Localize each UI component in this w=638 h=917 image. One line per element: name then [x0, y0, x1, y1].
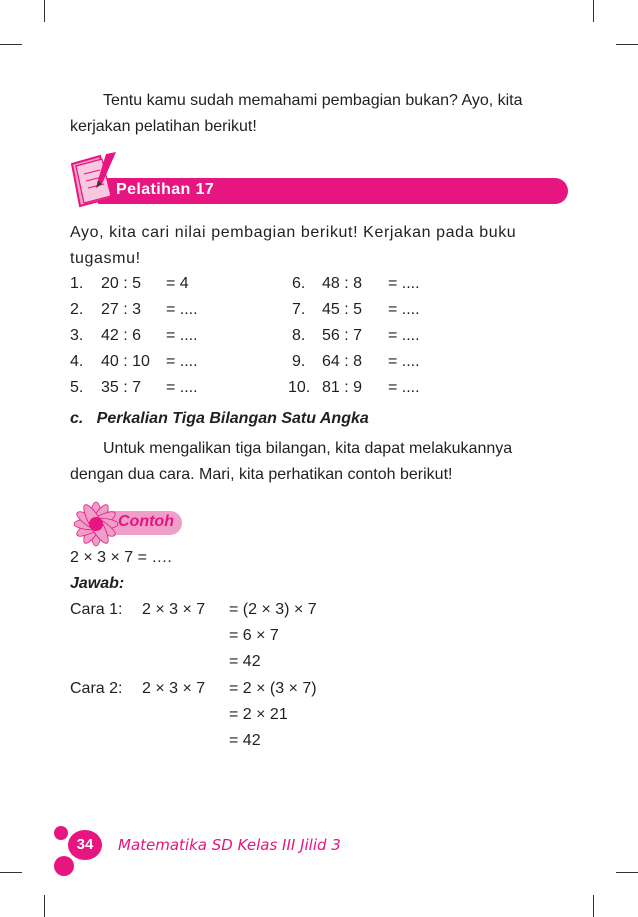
item-number: 2. [70, 301, 84, 318]
exercise-title: Pelatihan 17 [116, 181, 215, 198]
item-number: 3. [70, 327, 84, 344]
exercise-row [0, 376, 638, 400]
item-answer: = .... [166, 327, 198, 344]
item-expression: 40 : 10 [101, 353, 150, 370]
cara1-label: Cara 1: [70, 601, 123, 618]
item-answer: = .... [388, 379, 420, 396]
item-expression: 35 : 7 [101, 379, 142, 396]
crop-mark-br-v [593, 895, 594, 917]
item-expression: 20 : 5 [101, 275, 142, 292]
cara2-step: = 2 × (3 × 7) [229, 680, 317, 697]
page-number: 34 [76, 836, 94, 853]
section-line-1: Untuk mengalikan tiga bilangan, kita dapat melakukannya [103, 440, 513, 457]
item-answer: = .... [388, 301, 420, 318]
instruction-line-2: tugasmu! [70, 250, 141, 267]
book-pencil-icon [66, 150, 122, 212]
cara2-expression: 2 × 3 × 7 [142, 680, 206, 697]
exercise-instruction [70, 220, 568, 272]
item-number: 7. [292, 301, 306, 318]
item-answer: = .... [388, 275, 420, 292]
item-expression: 45 : 5 [322, 301, 363, 318]
crop-mark-tr-h [616, 44, 638, 45]
section-heading: c. Perkalian Tiga Bilangan Satu Angka [70, 410, 369, 427]
cara1-step: = 42 [229, 653, 261, 670]
item-number: 1. [70, 275, 84, 292]
item-expression: 27 : 3 [101, 301, 142, 318]
item-number: 8. [292, 327, 306, 344]
exercise-row [0, 350, 638, 374]
cara1-step: = (2 × 3) × 7 [229, 601, 317, 618]
crop-mark-br-h [616, 872, 638, 873]
exercise-row [0, 324, 638, 348]
crop-mark-tl-v [44, 0, 45, 22]
item-number: 6. [292, 275, 306, 292]
item-number: 5. [70, 379, 84, 396]
intro-paragraph [70, 88, 568, 140]
crop-mark-tr-v [593, 0, 594, 22]
cara2-step: = 2 × 21 [229, 706, 288, 723]
item-answer: = 4 [166, 275, 189, 292]
item-answer: = .... [166, 379, 198, 396]
item-number: 4. [70, 353, 84, 370]
crop-mark-bl-h [0, 872, 22, 873]
instruction-line-1: Ayo, kita cari nilai pembagian berikut! Kerjakan pada buku [70, 224, 517, 241]
item-expression: 64 : 8 [322, 353, 363, 370]
intro-line-2: kerjakan pelatihan berikut! [70, 118, 257, 135]
item-number: 9. [292, 353, 306, 370]
cara1-expression: 2 × 3 × 7 [142, 601, 206, 618]
crop-mark-tl-h [0, 44, 22, 45]
item-expression: 56 : 7 [322, 327, 363, 344]
exercise-row [0, 272, 638, 296]
item-answer: = .... [388, 327, 420, 344]
item-expression: 42 : 6 [101, 327, 142, 344]
footer-dot-large [54, 856, 74, 876]
intro-line-1: Tentu kamu sudah memahami pembagian bukan? Ayo, kita [103, 92, 523, 109]
footer-dot-small [54, 826, 68, 840]
example-question: 2 × 3 × 7 = …. [70, 549, 172, 566]
flower-icon [66, 494, 126, 554]
section-line-2: dengan dua cara. Mari, kita perhatikan contoh berikut! [70, 466, 453, 483]
item-answer: = .... [388, 353, 420, 370]
cara1-step: = 6 × 7 [229, 627, 279, 644]
item-number: 10. [288, 379, 311, 396]
item-expression: 48 : 8 [322, 275, 363, 292]
item-answer: = .... [166, 301, 198, 318]
book-title: Matematika SD Kelas III Jilid 3 [118, 836, 341, 854]
cara2-step: = 42 [229, 732, 261, 749]
item-answer: = .... [166, 353, 198, 370]
section-paragraph [70, 436, 568, 488]
example-title: Contoh [118, 513, 174, 530]
exercise-row [0, 298, 638, 322]
item-expression: 81 : 9 [322, 379, 363, 396]
cara2-label: Cara 2: [70, 680, 123, 697]
answer-label: Jawab: [70, 575, 125, 592]
crop-mark-bl-v [44, 895, 45, 917]
